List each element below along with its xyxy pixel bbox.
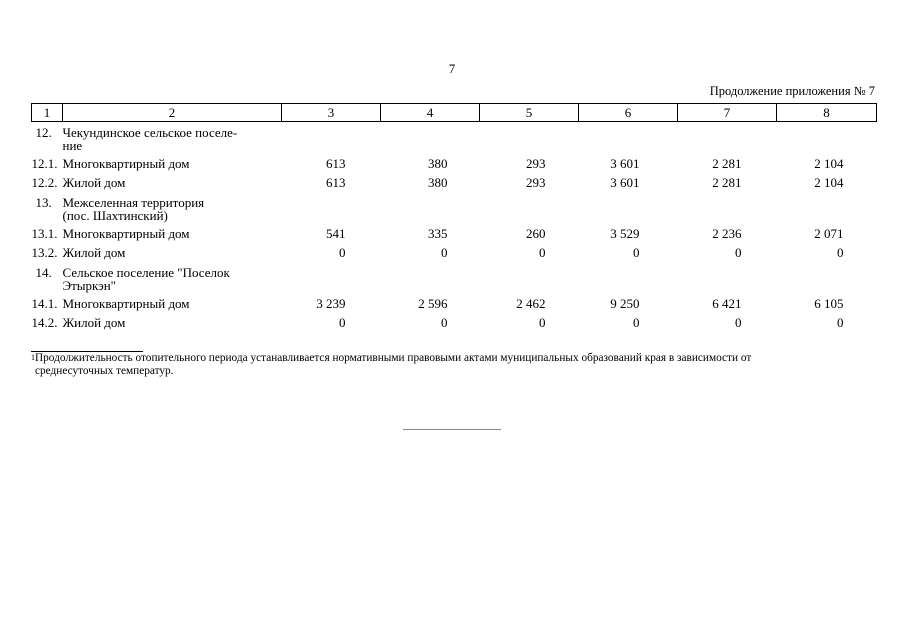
cell-value <box>777 122 877 155</box>
cell-value: 2 236 <box>712 226 742 241</box>
cell-value <box>282 262 381 294</box>
column-header: 2 <box>63 104 282 122</box>
cell-value <box>678 262 777 294</box>
cell-value: 0 <box>441 315 448 330</box>
cell-value: 541 <box>326 226 346 241</box>
cell-value: 0 <box>339 315 346 330</box>
cell-value: 0 <box>441 245 448 260</box>
cell-value: 293 <box>526 175 546 190</box>
cell-value: 2 281 <box>712 175 742 190</box>
cell-value: 0 <box>735 315 742 330</box>
row-number: 13.2. <box>31 245 58 260</box>
column-header: 1 <box>32 104 63 122</box>
row-name: Межселенная территория (пос. Шахтинский) <box>62 195 205 223</box>
cell-value: 6 421 <box>712 296 742 311</box>
cell-value: 2 104 <box>814 156 844 171</box>
row-number: 12. <box>35 125 52 140</box>
table-row <box>32 243 877 262</box>
cell-value: 613 <box>326 156 346 171</box>
cell-value: 3 601 <box>610 175 640 190</box>
row-number: 13.1. <box>31 226 58 241</box>
cell-value <box>480 122 579 155</box>
footnote-text-line2: среднесуточных температур. <box>35 365 174 377</box>
cell-value: 0 <box>735 245 742 260</box>
cell-value: 2 104 <box>814 175 844 190</box>
cell-value: 3 529 <box>610 226 640 241</box>
footnote-text-line1: Продолжительность отопительного периода устанавливается нормативными правовыми актами муниципальных образований края в зависимости от <box>35 352 752 364</box>
cell-value: 0 <box>339 245 346 260</box>
cell-value <box>579 262 678 294</box>
row-name: Сельское поселение "Поселок Этыркэн" <box>62 265 230 293</box>
cell-value <box>480 192 579 224</box>
row-name: Жилой дом <box>62 315 126 330</box>
row-name: Многоквартирный дом <box>62 226 190 241</box>
row-number: 14.1. <box>31 296 58 311</box>
header-row <box>32 104 877 122</box>
cell-value: 380 <box>428 156 448 171</box>
cell-value: 0 <box>837 245 844 260</box>
column-header: 8 <box>777 104 877 122</box>
column-header: 7 <box>678 104 777 122</box>
data-table <box>31 103 877 332</box>
row-name: Многоквартирный дом <box>62 296 190 311</box>
cell-value: 9 250 <box>610 296 640 311</box>
section-row <box>32 122 877 155</box>
cell-value <box>777 262 877 294</box>
row-name: Чекундинское сельское поселе- ние <box>62 125 238 153</box>
table-row <box>32 224 877 243</box>
cell-value: 3 601 <box>610 156 640 171</box>
table-row <box>32 294 877 313</box>
row-number: 12.2. <box>31 175 58 190</box>
cell-value <box>282 192 381 224</box>
cell-value: 2 462 <box>516 296 546 311</box>
footnote <box>31 352 876 378</box>
column-header: 4 <box>381 104 480 122</box>
section-row <box>32 262 877 294</box>
section-row <box>32 192 877 224</box>
page-number: 7 <box>448 61 456 76</box>
table-row <box>32 173 877 192</box>
row-number: 13. <box>35 195 52 210</box>
column-header: 5 <box>480 104 579 122</box>
cell-value: 2 281 <box>712 156 742 171</box>
end-separator <box>403 429 501 430</box>
cell-value <box>678 192 777 224</box>
row-name: Жилой дом <box>62 245 126 260</box>
cell-value <box>381 122 480 155</box>
cell-value: 2 071 <box>814 226 844 241</box>
cell-value <box>678 122 777 155</box>
column-header: 6 <box>579 104 678 122</box>
cell-value: 0 <box>633 245 640 260</box>
cell-value: 260 <box>526 226 546 241</box>
cell-value <box>480 262 579 294</box>
cell-value <box>381 262 480 294</box>
cell-value: 0 <box>539 245 546 260</box>
table-row <box>32 313 877 332</box>
row-number: 14. <box>35 265 52 280</box>
cell-value: 0 <box>539 315 546 330</box>
row-name: Жилой дом <box>62 175 126 190</box>
cell-value: 6 105 <box>814 296 844 311</box>
row-number: 14.2. <box>31 315 58 330</box>
table-row <box>32 154 877 173</box>
column-header: 3 <box>282 104 381 122</box>
cell-value <box>282 122 381 155</box>
continuation-label: Продолжение приложения № 7 <box>709 84 875 98</box>
cell-value <box>381 192 480 224</box>
cell-value: 3 239 <box>316 296 346 311</box>
cell-value: 293 <box>526 156 546 171</box>
cell-value <box>579 192 678 224</box>
cell-value: 335 <box>428 226 448 241</box>
cell-value <box>777 192 877 224</box>
cell-value: 2 596 <box>418 296 448 311</box>
cell-value <box>579 122 678 155</box>
table-body <box>32 122 877 333</box>
cell-value: 380 <box>428 175 448 190</box>
footnote-marker: 1 <box>31 353 35 362</box>
cell-value: 613 <box>326 175 346 190</box>
row-name: Многоквартирный дом <box>62 156 190 171</box>
row-number: 12.1. <box>31 156 58 171</box>
cell-value: 0 <box>633 315 640 330</box>
cell-value: 0 <box>837 315 844 330</box>
